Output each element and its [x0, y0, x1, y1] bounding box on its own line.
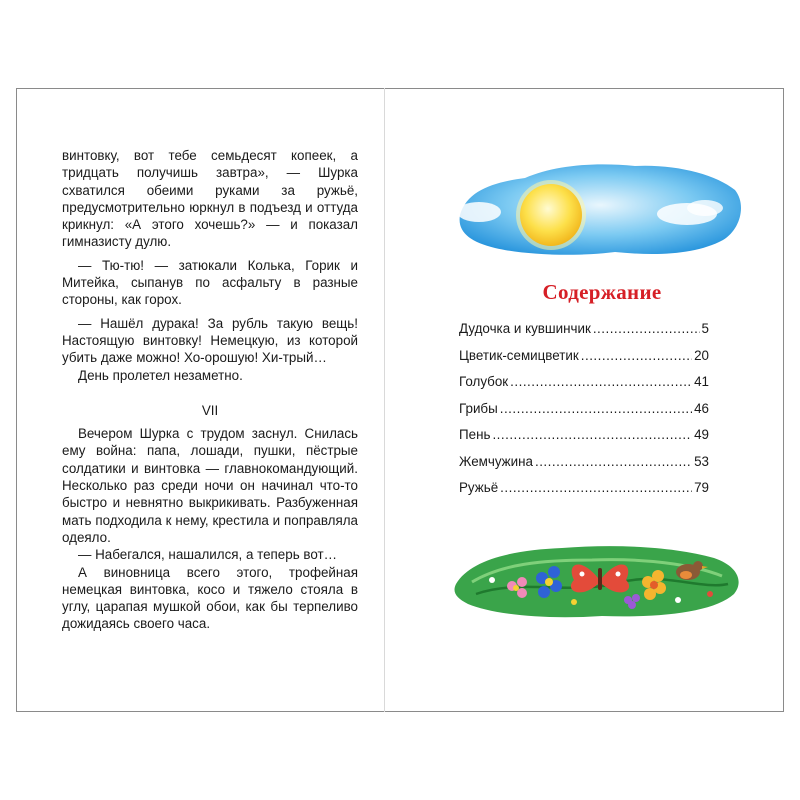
toc-leader-dots — [510, 374, 692, 389]
toc-entry-title: Дудочка и кувшинчик — [459, 321, 591, 336]
toc-leader-dots — [581, 348, 692, 363]
toc-entry — [459, 348, 709, 375]
toc-leader-dots — [500, 480, 692, 495]
paragraph: А виновница всего этого, трофейная немецкая винтовка, косо и тяжело стояла в углу, царапая мушкой обои, как бы терпеливо дожидаясь своего часа. — [62, 564, 358, 632]
toc-entry-title: Грибы — [459, 400, 498, 416]
toc-entry-page: 46 — [694, 400, 709, 416]
toc-entry — [459, 480, 709, 507]
toc-entry-page: 20 — [694, 347, 709, 363]
flowers-butterfly-illustration — [452, 538, 744, 620]
toc-entry — [459, 321, 709, 348]
toc-entry-title: Цветик-семицветик — [459, 347, 579, 363]
book-spine — [384, 88, 385, 712]
paragraph: винтовку, вот тебе семьдесят копеек, а тридцать получишь завтра», — Шурка схватился обеими руками за ружьё, предусмотрительно юркнул в подъезд и оттуда крикнул: «А этого хочешь?» — и показал гимназисту дулю. — [62, 148, 358, 250]
paragraph: — Тю-тю! — затюкали Колька, Горик и Митейка, сыпанув по асфальту в разные стороны, как горох. — [62, 257, 358, 308]
toc-entry-page: 49 — [694, 427, 709, 442]
sun-sky-illustration — [455, 160, 745, 260]
paragraph: Вечером Шурка с трудом заснул. Снилась ему война: папа, лошади, пушки, пёстрые солдатики и винтовка — главнокомандующий. Несколько раз среди ночи он начинал что-то быстро и невнятно выкрикивать. Разбуженная мать подходила к нему, крестила и поправляла одеяло. — [62, 426, 358, 545]
toc-leader-dots — [492, 427, 692, 442]
paragraph: День пролетел незаметно. — [78, 367, 243, 383]
toc-entry-title: Пень — [459, 427, 491, 442]
toc-entry-page: 53 — [694, 453, 709, 469]
toc-entry-title: Голубок — [459, 374, 509, 389]
toc-entry — [459, 374, 709, 401]
table-of-contents — [459, 321, 709, 507]
toc-entry-page: 41 — [694, 374, 709, 389]
toc-entry — [459, 454, 709, 481]
paragraph: — Набегался, нашалился, а теперь вот… — [78, 547, 338, 563]
toc-leader-dots — [593, 321, 700, 336]
chapter-number: VII — [201, 402, 219, 418]
toc-entry-page: 5 — [701, 321, 709, 336]
left-page-text — [62, 147, 358, 633]
toc-title: Содержание — [542, 280, 662, 304]
toc-entry — [459, 401, 709, 428]
toc-entry-title: Жемчужина — [459, 453, 533, 469]
butterfly-icon — [571, 565, 629, 593]
toc-leader-dots — [500, 401, 692, 416]
toc-entry — [459, 427, 709, 454]
toc-leader-dots — [535, 454, 692, 469]
toc-entry-page: 79 — [694, 480, 709, 495]
paragraph: — Нашёл дурака! За рубль такую вещь! Настоящую винтовку! Немецкую, из которой убить даже можно! Хо-орошую! Хи-трый… — [62, 315, 358, 366]
toc-entry-title: Ружьё — [459, 480, 499, 495]
